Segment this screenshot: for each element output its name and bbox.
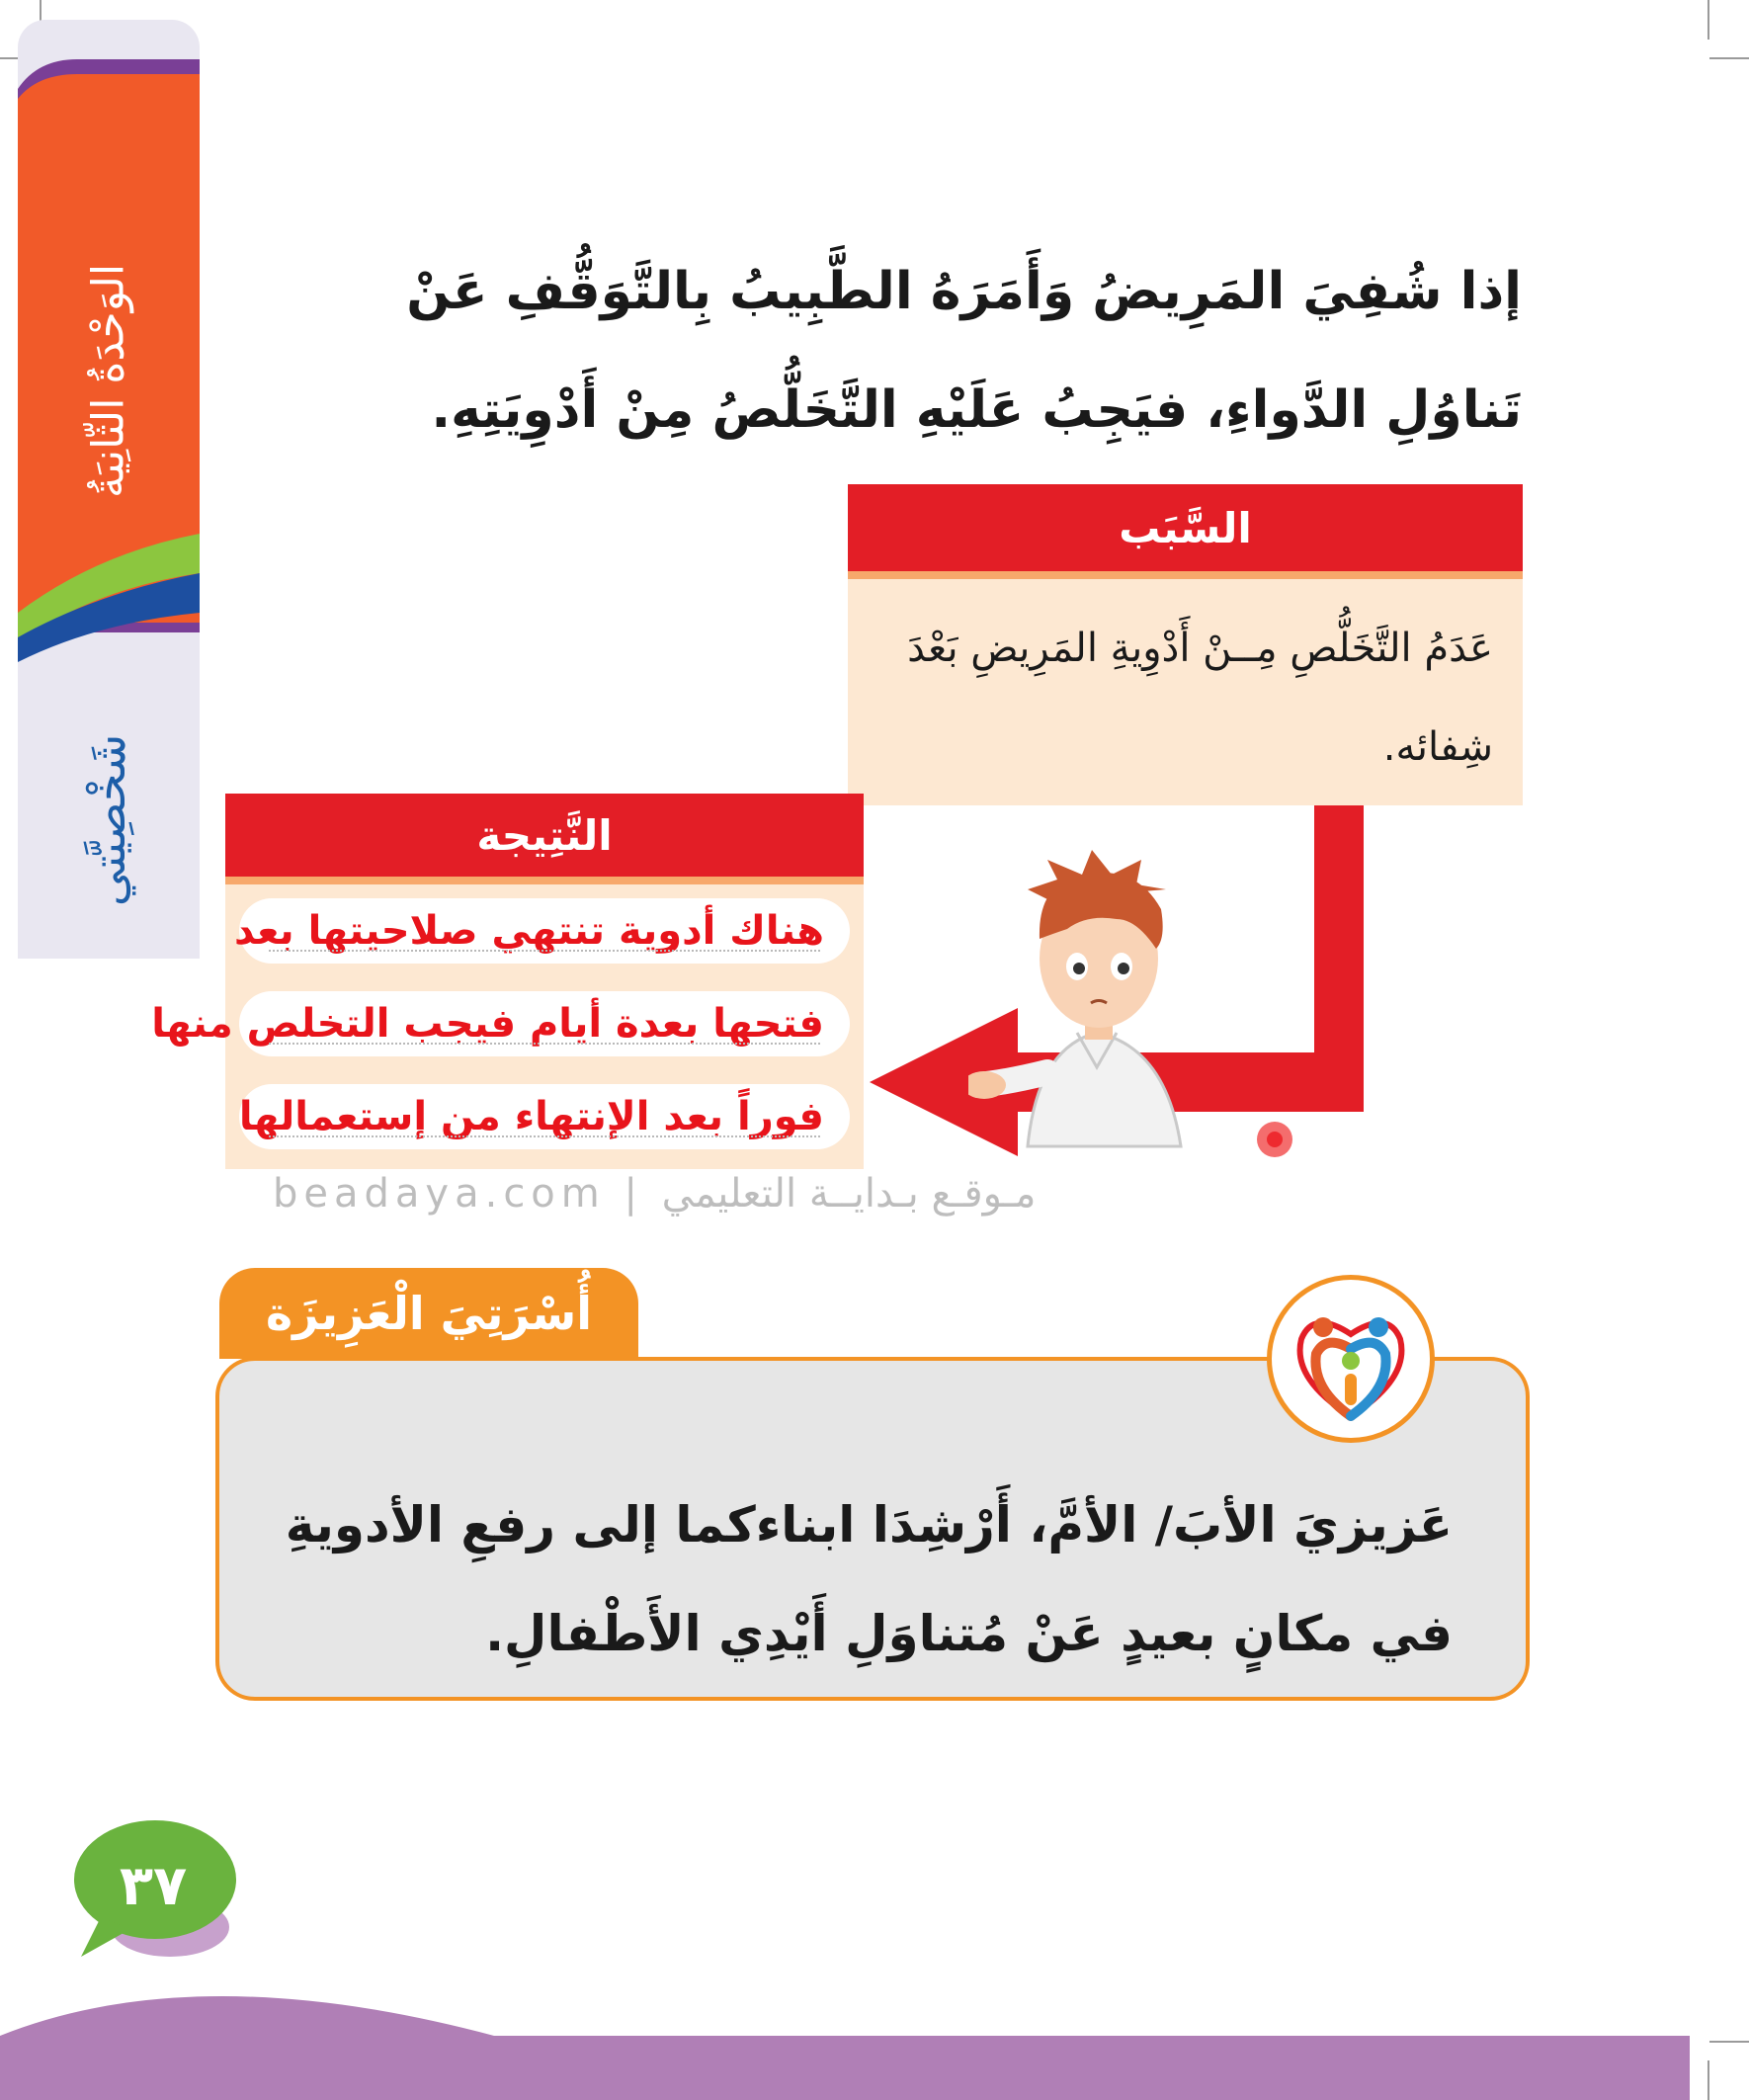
unit-label: الوَحْدَةُ الثّانِيَةُ [83, 263, 134, 498]
family-heart-graphic [1272, 1280, 1430, 1438]
footer-band [0, 1917, 1749, 2100]
result-line: هناك أدوية تنتهي صلاحيتها بعد [239, 898, 850, 964]
family-heart-icon [1267, 1275, 1435, 1443]
result-line: فوراً بعد الإنتهاء من إستعمالها [239, 1084, 850, 1149]
result-box [151, 794, 864, 1169]
cause-text: عَدَمُ التَّخَلُّصِ مِــنْ أَدْوِيةِ المَرِيضِ بَعْدَ شِفائه. [848, 579, 1523, 805]
intro-paragraph: إذا شُفِيَ المَرِيضُ وَأَمَرَهُ الطَّبِيبُ بِالتَّوَقُّفِ عَنْ تَناوُلِ الدَّواءِ، فيَجِبُ عَلَيْهِ التَّخَلُّصُ مِنْ أَدْوِيَتِهِ. [406, 262, 1522, 440]
crop-mark [1707, 0, 1709, 40]
topic-label: شَخْصِيَّتي [82, 733, 135, 907]
result-title: النَّتِيجة [225, 794, 864, 884]
crop-mark [1709, 57, 1749, 59]
boy-character-illustration [968, 820, 1225, 1156]
result-body [151, 884, 864, 1169]
family-note-text: عَزيزيَ الأبَ/ الأمَّ، أَرْشِدَا ابناءكما إلى رفعِ الأدويةِ في مكانٍ بعيدٍ عَنْ مُتناوَلِ أَيْدِي الأَطْفالِ. [285, 1496, 1453, 1662]
family-note-title: أُسْرَتِيَ الْعَزِيزَة [219, 1268, 638, 1359]
cause-title: السَّبَب [848, 484, 1523, 579]
unit-side-tab [18, 20, 200, 959]
result-line: فتحها بعدة أيام فيجب التخلص منها [239, 991, 850, 1056]
watermark-text: beadaya.com | مـوقـع بـدايــة التعليمي [273, 1171, 1037, 1217]
cause-box [848, 484, 1523, 805]
page-number: ٣٧ [119, 1853, 188, 1918]
